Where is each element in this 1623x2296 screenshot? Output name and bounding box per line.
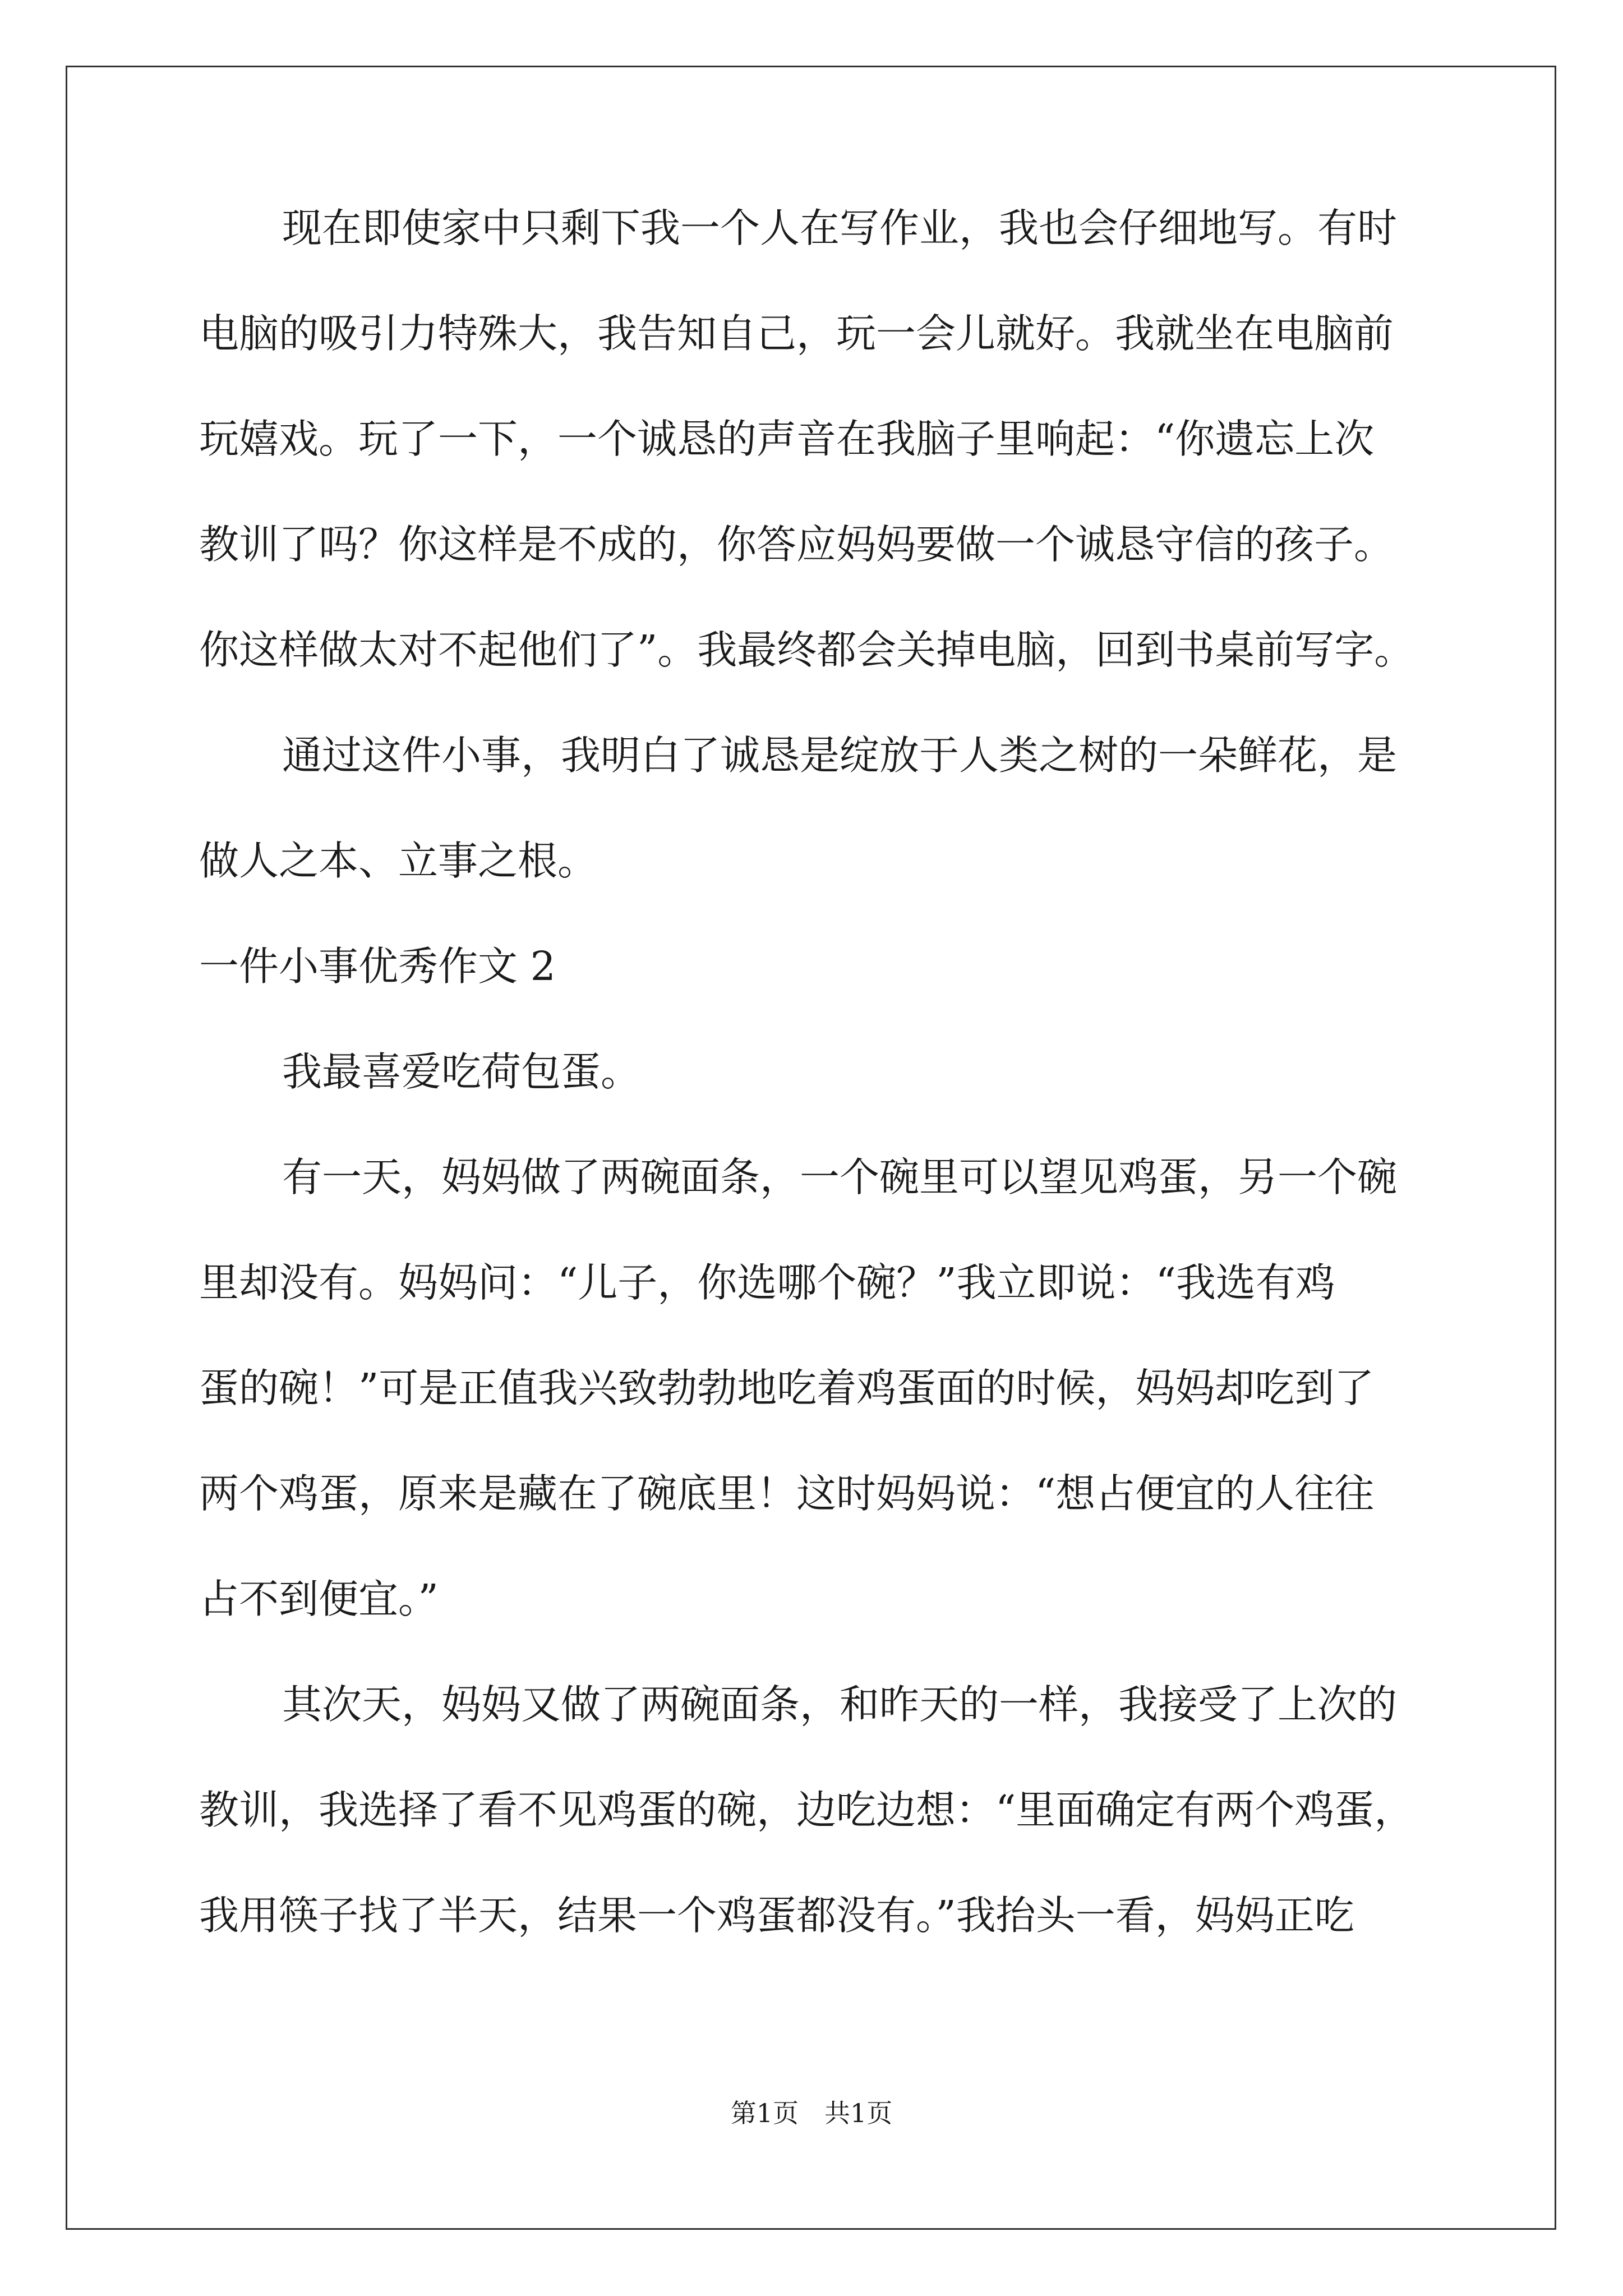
paragraph-line: 玩嬉戏。玩了一下，一个诚恳的声音在我脑子里响起：“你遗忘上次 — [199, 416, 1375, 462]
paragraph-line: 其次天，妈妈又做了两碗面条，和昨天的一样，我接受了上次的 — [282, 1681, 1398, 1728]
paragraph-line: 电脑的吸引力特殊大，我告知自己，玩一会儿就好。我就坐在电脑前 — [199, 310, 1394, 357]
paragraph-line: 现在即使家中只剩下我一个人在写作业，我也会仔细地写。有时 — [282, 205, 1398, 251]
page-number: 第1页 — [730, 2098, 799, 2128]
paragraph-line: 我用筷子找了半天，结果一个鸡蛋都没有。”我抬头一看，妈妈正吃 — [199, 1892, 1354, 1939]
paragraph-line: 里却没有。妈妈问：“儿子，你选哪个碗？”我立即说：“我选有鸡 — [199, 1259, 1335, 1306]
paragraph-line: 占不到便宜。” — [199, 1576, 439, 1622]
paragraph-line: 我最喜爱吃荷包蛋。 — [282, 1048, 641, 1095]
paragraph-line: 教训，我选择了看不见鸡蛋的碗，边吃边想：“里面确定有两个鸡蛋， — [199, 1787, 1414, 1833]
paragraph-line: 有一天，妈妈做了两碗面条，一个碗里可以望见鸡蛋，另一个碗 — [282, 1154, 1398, 1200]
paragraph-line: 蛋的碗！”可是正值我兴致勃勃地吃着鸡蛋面的时候，妈妈却吃到了 — [199, 1365, 1375, 1411]
paragraph-line: 你这样做太对不起他们了”。我最终都会关掉电脑，回到书桌前写字。 — [199, 627, 1414, 673]
paragraph-line: 通过这件小事，我明白了诚恳是绽放于人类之树的一朵鲜花，是 — [282, 732, 1398, 779]
section-heading: 一件小事优秀作文 2 — [199, 943, 556, 990]
document-body — [199, 205, 1433, 2000]
paragraph-line: 做人之本、立事之根。 — [199, 838, 598, 884]
paragraph-line: 教训了吗？你这样是不成的，你答应妈妈要做一个诚恳守信的孩子。 — [199, 521, 1394, 568]
paragraph-line: 两个鸡蛋，原来是藏在了碗底里！这时妈妈说：“想占便宜的人往往 — [199, 1470, 1375, 1517]
page-footer — [0, 2098, 1623, 2128]
page-total: 共1页 — [824, 2098, 893, 2128]
